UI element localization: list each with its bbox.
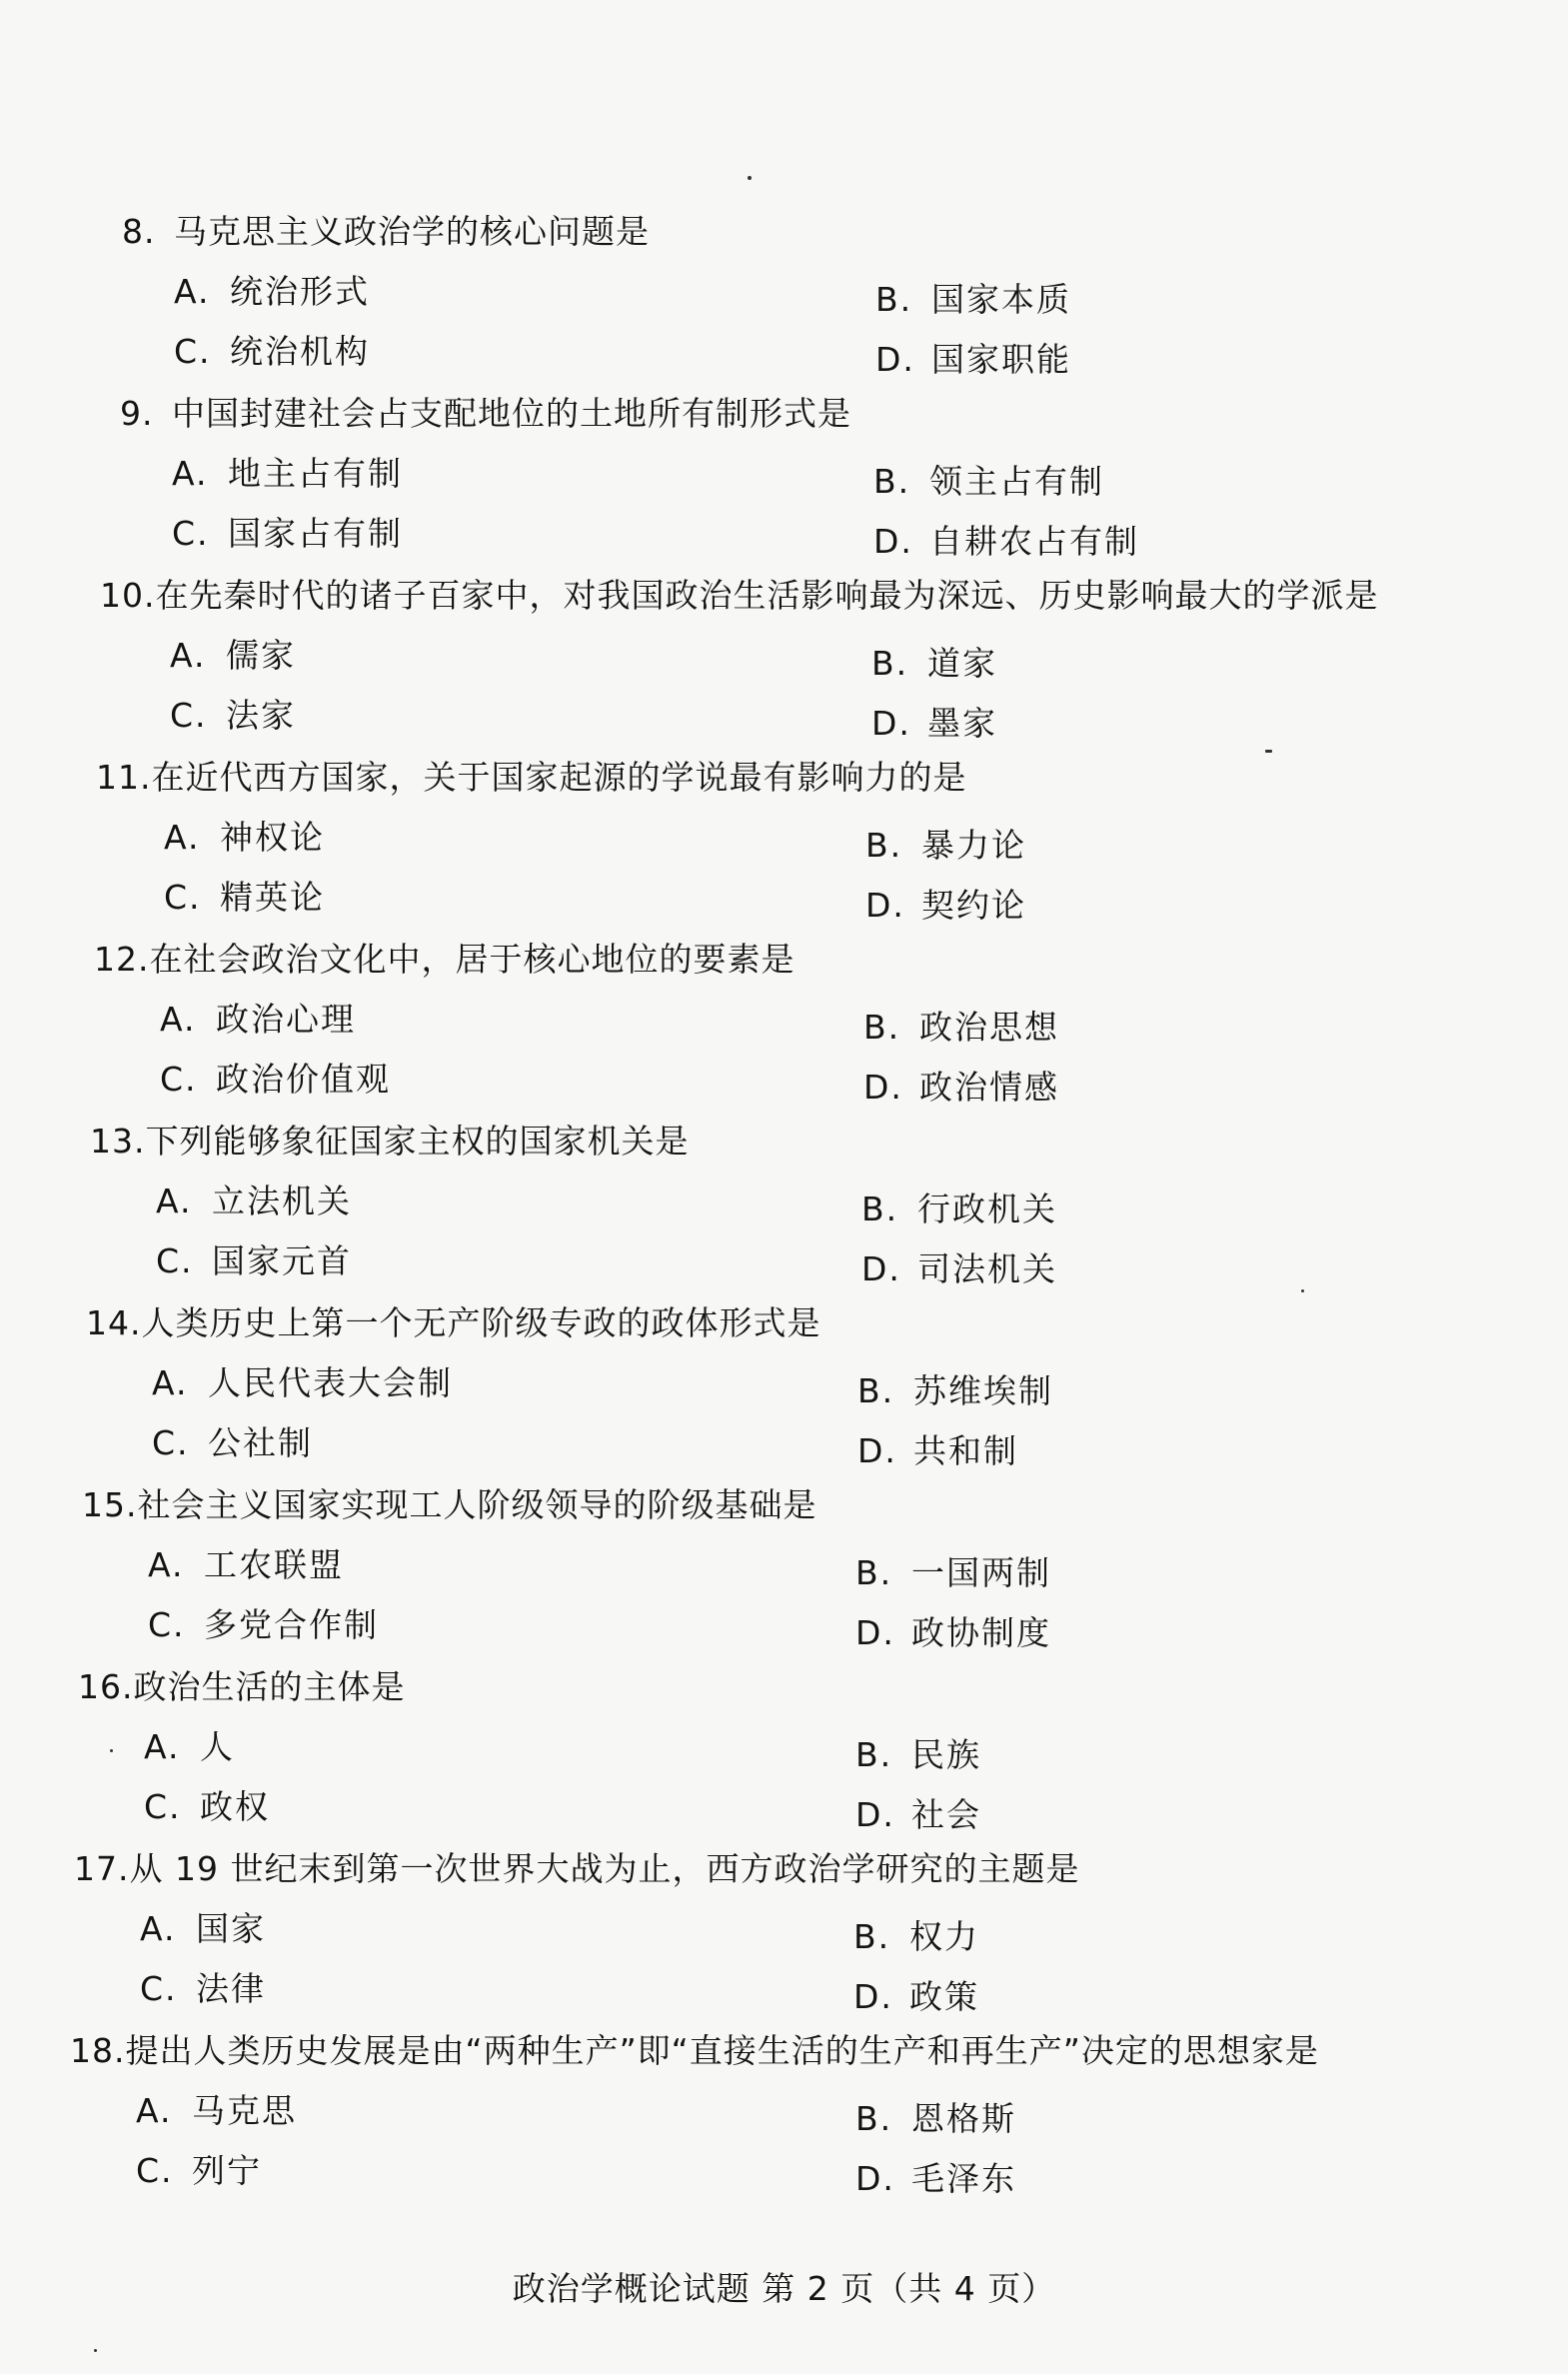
option-text: 政治价值观 bbox=[216, 1060, 391, 1099]
option-c bbox=[174, 330, 370, 374]
question-8 bbox=[122, 210, 1568, 392]
option-text: 马克思 bbox=[192, 2091, 297, 2130]
option-c bbox=[160, 1058, 391, 1102]
option-text: 神权论 bbox=[220, 818, 325, 857]
option-text: 国家本质 bbox=[931, 280, 1071, 319]
question-text: 人类历史上第一个无产阶级专政的政体形式是 bbox=[141, 1303, 821, 1342]
option-letter: A. bbox=[174, 272, 211, 311]
question-11 bbox=[96, 756, 1555, 938]
option-letter: A. bbox=[172, 454, 209, 493]
option-d bbox=[875, 338, 1071, 382]
option-text: 政权 bbox=[200, 1787, 270, 1826]
question-stem bbox=[86, 1301, 820, 1345]
option-text: 政协制度 bbox=[911, 1613, 1051, 1652]
option-text: 权力 bbox=[909, 1917, 979, 1956]
question-number: 15. bbox=[82, 1485, 138, 1524]
option-c bbox=[156, 1239, 352, 1283]
option-text: 苏维埃制 bbox=[913, 1371, 1053, 1410]
question-17 bbox=[74, 1847, 1533, 2029]
scan-speck bbox=[1265, 750, 1272, 753]
option-a bbox=[144, 1725, 235, 1769]
option-a bbox=[136, 2089, 297, 2133]
option-text: 暴力论 bbox=[921, 826, 1026, 865]
option-d bbox=[861, 1247, 1057, 1291]
option-c bbox=[140, 1967, 266, 2011]
option-d bbox=[855, 1793, 981, 1837]
option-text: 法家 bbox=[226, 696, 296, 735]
question-stem bbox=[100, 574, 1378, 618]
question-16 bbox=[78, 1665, 1537, 1847]
option-letter: B. bbox=[865, 826, 903, 865]
question-stem bbox=[74, 1847, 1079, 1891]
option-letter: A. bbox=[152, 1363, 189, 1402]
option-d bbox=[871, 702, 997, 746]
option-letter: D. bbox=[865, 886, 905, 925]
option-text: 列宁 bbox=[192, 2151, 262, 2190]
option-text: 墨家 bbox=[927, 704, 997, 743]
option-letter: C. bbox=[140, 1969, 178, 2008]
option-letter: B. bbox=[863, 1008, 901, 1047]
option-a bbox=[170, 634, 296, 678]
option-text: 政治心理 bbox=[216, 1000, 356, 1039]
option-text: 公社制 bbox=[208, 1423, 313, 1462]
question-number: 16. bbox=[78, 1667, 134, 1706]
option-letter: C. bbox=[148, 1605, 186, 1644]
option-c bbox=[144, 1785, 270, 1829]
option-letter: C. bbox=[156, 1241, 194, 1280]
option-text: 社会 bbox=[911, 1795, 981, 1834]
option-text: 国家元首 bbox=[212, 1241, 352, 1280]
option-letter: A. bbox=[170, 636, 207, 675]
option-letter: B. bbox=[861, 1189, 899, 1228]
option-d bbox=[857, 1429, 1018, 1473]
option-d bbox=[855, 1611, 1051, 1655]
option-letter: D. bbox=[855, 1613, 895, 1652]
question-number: 9. bbox=[120, 394, 154, 433]
question-10 bbox=[100, 574, 1559, 756]
question-stem bbox=[122, 210, 650, 254]
option-text: 政治思想 bbox=[919, 1008, 1059, 1047]
question-stem bbox=[94, 938, 794, 982]
question-text: 政治生活的主体是 bbox=[133, 1667, 406, 1706]
option-letter: B. bbox=[873, 462, 911, 501]
option-text: 政策 bbox=[909, 1977, 979, 2016]
option-d bbox=[853, 1975, 979, 2019]
option-letter: A. bbox=[144, 1727, 181, 1766]
option-b bbox=[873, 460, 1104, 504]
option-c bbox=[170, 694, 296, 738]
question-text: 马克思主义政治学的核心问题是 bbox=[174, 212, 650, 251]
page-footer: 政治学概论试题 第 2 页（共 4 页） bbox=[512, 2269, 1056, 2308]
question-number: 18. bbox=[70, 2031, 126, 2070]
option-d bbox=[865, 884, 1026, 928]
option-a bbox=[172, 452, 403, 496]
option-letter: C. bbox=[160, 1060, 198, 1099]
question-number: 11. bbox=[96, 758, 152, 797]
option-letter: B. bbox=[857, 1371, 895, 1410]
option-letter: C. bbox=[136, 2151, 174, 2190]
option-text: 共和制 bbox=[913, 1431, 1018, 1470]
option-b bbox=[875, 278, 1071, 322]
option-letter: A. bbox=[148, 1545, 185, 1584]
option-a bbox=[152, 1361, 453, 1405]
option-text: 一国两制 bbox=[911, 1553, 1051, 1592]
option-text: 行政机关 bbox=[917, 1189, 1057, 1228]
question-number: 14. bbox=[86, 1303, 142, 1342]
option-letter: C. bbox=[144, 1787, 182, 1826]
option-c bbox=[136, 2149, 262, 2193]
option-letter: C. bbox=[170, 696, 208, 735]
option-letter: B. bbox=[853, 1917, 891, 1956]
option-d bbox=[863, 1066, 1059, 1110]
option-text: 儒家 bbox=[226, 636, 296, 675]
option-text: 国家占有制 bbox=[228, 514, 403, 553]
option-text: 人民代表大会制 bbox=[208, 1363, 453, 1402]
question-9 bbox=[120, 392, 1568, 574]
option-text: 人 bbox=[200, 1727, 235, 1766]
question-stem bbox=[78, 1665, 405, 1709]
option-text: 恩格斯 bbox=[911, 2099, 1016, 2138]
question-12 bbox=[94, 938, 1553, 1120]
question-text: 社会主义国家实现工人阶级领导的阶级基础是 bbox=[137, 1485, 817, 1524]
option-letter: B. bbox=[855, 1735, 893, 1774]
question-stem bbox=[120, 392, 851, 436]
scan-speck bbox=[1301, 1289, 1304, 1292]
option-text: 精英论 bbox=[220, 878, 325, 917]
question-stem bbox=[96, 756, 966, 800]
option-c bbox=[172, 512, 403, 556]
question-text: 提出人类历史发展是由“两种生产”即“直接生活的生产和再生产”决定的思想家是 bbox=[125, 2031, 1319, 2070]
option-b bbox=[871, 642, 997, 686]
option-text: 地主占有制 bbox=[228, 454, 403, 493]
option-b bbox=[865, 824, 1026, 868]
question-text: 从 19 世纪末到第一次世界大战为止，西方政治学研究的主题是 bbox=[129, 1849, 1080, 1888]
question-text: 在社会政治文化中，居于核心地位的要素是 bbox=[149, 940, 795, 979]
option-text: 司法机关 bbox=[917, 1249, 1057, 1288]
option-c bbox=[152, 1421, 313, 1465]
option-text: 统治形式 bbox=[230, 272, 370, 311]
option-letter: C. bbox=[164, 878, 202, 917]
option-text: 法律 bbox=[196, 1969, 266, 2008]
option-text: 工农联盟 bbox=[204, 1545, 344, 1584]
option-b bbox=[855, 1551, 1051, 1595]
option-text: 领主占有制 bbox=[929, 462, 1104, 501]
option-d bbox=[855, 2157, 1016, 2201]
option-letter: D. bbox=[873, 522, 913, 561]
option-text: 道家 bbox=[927, 644, 997, 683]
scan-speck bbox=[748, 176, 752, 180]
option-letter: A. bbox=[140, 1909, 177, 1948]
option-letter: A. bbox=[160, 1000, 197, 1039]
option-b bbox=[855, 2097, 1016, 2141]
option-text: 自耕农占有制 bbox=[929, 522, 1139, 561]
option-d bbox=[873, 520, 1139, 564]
option-letter: C. bbox=[172, 514, 210, 553]
option-letter: C. bbox=[152, 1423, 190, 1462]
question-text: 下列能够象征国家主权的国家机关是 bbox=[145, 1122, 690, 1161]
question-number: 12. bbox=[94, 940, 150, 979]
option-a bbox=[160, 998, 356, 1042]
option-text: 立法机关 bbox=[212, 1182, 352, 1220]
question-15 bbox=[82, 1483, 1541, 1665]
option-letter: A. bbox=[156, 1182, 193, 1220]
option-b bbox=[861, 1187, 1057, 1231]
option-text: 民族 bbox=[911, 1735, 981, 1774]
option-a bbox=[140, 1907, 266, 1951]
question-text: 中国封建社会占支配地位的土地所有制形式是 bbox=[172, 394, 851, 433]
question-stem bbox=[70, 2029, 1319, 2073]
option-letter: B. bbox=[871, 644, 909, 683]
question-14 bbox=[86, 1301, 1545, 1483]
option-letter: D. bbox=[853, 1977, 893, 2016]
option-c bbox=[148, 1603, 379, 1647]
option-letter: B. bbox=[855, 2099, 893, 2138]
question-stem bbox=[90, 1120, 689, 1164]
option-letter: D. bbox=[875, 340, 915, 379]
option-b bbox=[855, 1733, 981, 1777]
option-text: 契约论 bbox=[921, 886, 1026, 925]
option-b bbox=[857, 1369, 1053, 1413]
question-number: 17. bbox=[74, 1849, 130, 1888]
question-18 bbox=[70, 2029, 1529, 2211]
scan-speck bbox=[94, 2349, 97, 2352]
option-letter: D. bbox=[871, 704, 911, 743]
option-a bbox=[148, 1543, 344, 1587]
option-text: 多党合作制 bbox=[204, 1605, 379, 1644]
option-letter: A. bbox=[136, 2091, 173, 2130]
question-number: 8. bbox=[122, 212, 156, 251]
option-text: 毛泽东 bbox=[911, 2159, 1016, 2198]
option-b bbox=[853, 1915, 979, 1959]
option-letter: D. bbox=[863, 1068, 903, 1107]
option-b bbox=[863, 1006, 1059, 1050]
option-c bbox=[164, 876, 325, 920]
option-letter: B. bbox=[875, 280, 913, 319]
question-text: 在先秦时代的诸子百家中，对我国政治生活影响最为深远、历史影响最大的学派是 bbox=[155, 576, 1379, 615]
option-text: 国家职能 bbox=[931, 340, 1071, 379]
option-text: 统治机构 bbox=[230, 332, 370, 371]
question-stem bbox=[82, 1483, 816, 1527]
option-a bbox=[156, 1180, 352, 1223]
question-number: 13. bbox=[90, 1122, 146, 1161]
option-letter: A. bbox=[164, 818, 201, 857]
option-letter: D. bbox=[855, 1795, 895, 1834]
option-a bbox=[174, 270, 370, 314]
option-text: 政治情感 bbox=[919, 1068, 1059, 1107]
option-text: 国家 bbox=[196, 1909, 266, 1948]
option-letter: C. bbox=[174, 332, 212, 371]
option-letter: B. bbox=[855, 1553, 893, 1592]
question-text: 在近代西方国家，关于国家起源的学说最有影响力的是 bbox=[151, 758, 967, 797]
option-a bbox=[164, 816, 325, 860]
scan-speck bbox=[110, 1749, 113, 1752]
question-number: 10. bbox=[100, 576, 156, 615]
question-13 bbox=[90, 1120, 1549, 1301]
option-letter: D. bbox=[861, 1249, 901, 1288]
option-letter: D. bbox=[855, 2159, 895, 2198]
option-letter: D. bbox=[857, 1431, 897, 1470]
